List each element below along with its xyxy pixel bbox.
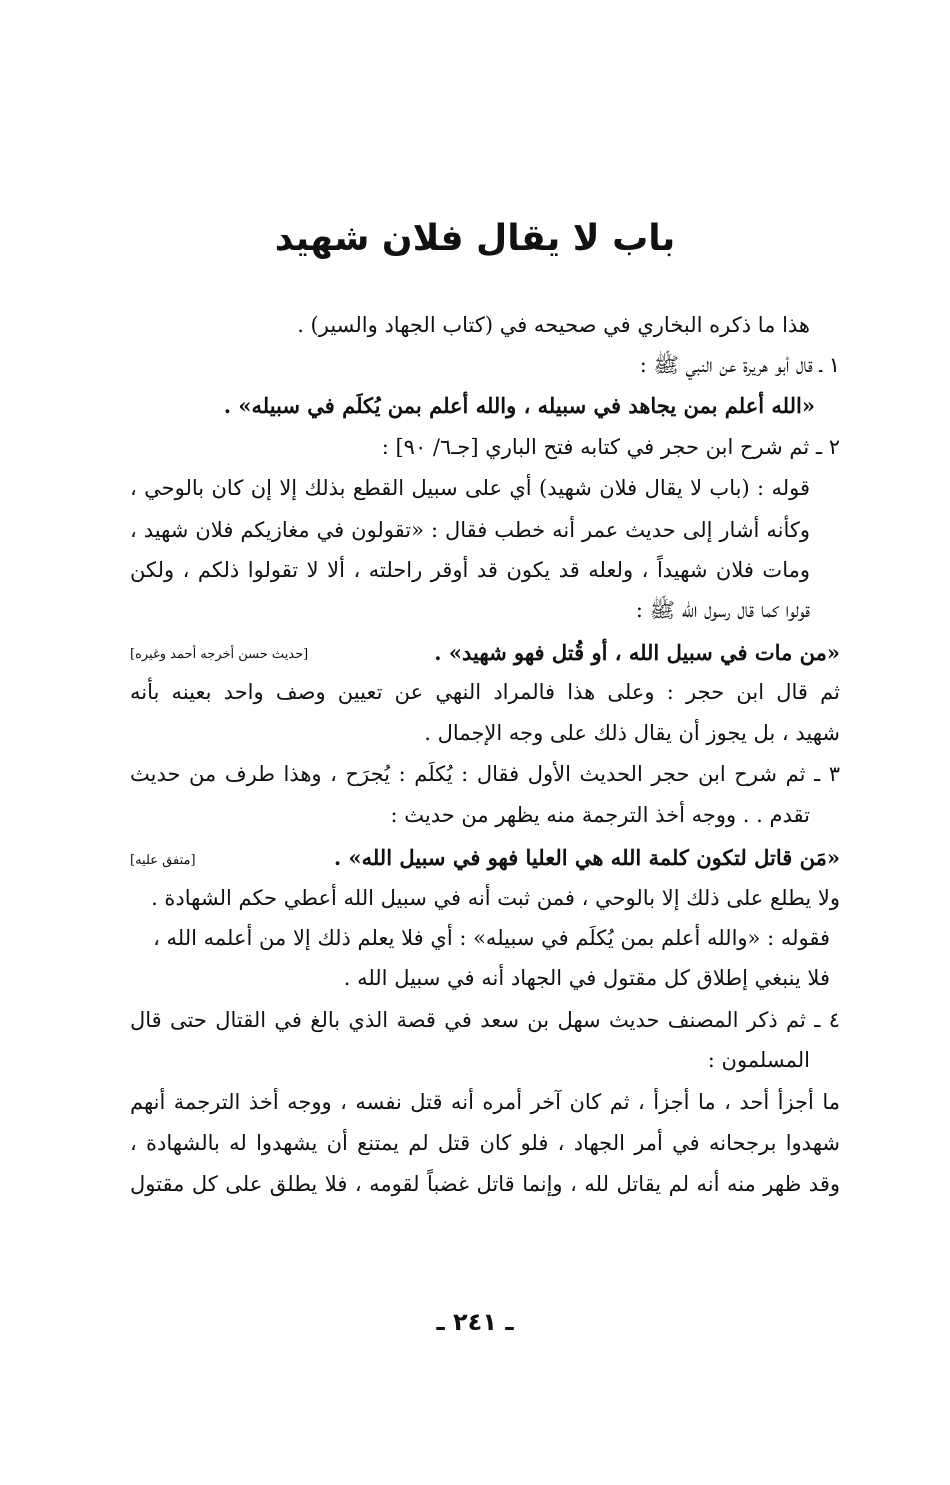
text-line: ٣ ـ ثم شرح ابن حجر الحديث الأول فقال : يُكلَم : يُجرَح ، وهذا طرف من حديث xyxy=(130,762,840,786)
text-line: شهدوا برجحانه في أمر الجهاد ، فلو كان قتل لم يمتنع أن يشهدوا له بالشهادة ، xyxy=(130,1131,840,1155)
text-line: ولا يطلع على ذلك إلا بالوحي ، فمن ثبت أنه في سبيل الله أعطي حكم الشهادة . xyxy=(151,886,840,910)
text-line: فلا ينبغي إطلاق كل مقتول في الجهاد أنه في سبيل الله . xyxy=(343,966,830,990)
text-line: ٢ ـ ثم شرح ابن حجر في كتابه فتح الباري [جـ٦/ ٩٠] : xyxy=(381,435,840,459)
citation-note: [متفق عليه] xyxy=(130,853,196,868)
page-number: ـ ٢٤١ ـ xyxy=(436,1308,514,1336)
text-line: قولوا كما قال رسول الله ﷺ : xyxy=(635,598,810,622)
text-line: ٤ ـ ثم ذكر المصنف حديث سهل بن سعد في قصة الذي بالغ في القتال حتى قال xyxy=(130,1008,840,1032)
text-line: وكأنه أشار إلى حديث عمر أنه خطب فقال : «تقولون في مغازيكم فلان شهيد ، xyxy=(130,518,810,542)
text-line: شهيد ، بل يجوز أن يقال ذلك على وجه الإجمال . xyxy=(424,721,840,745)
page-title: باب لا يقال فلان شهيد xyxy=(274,218,676,259)
text-line: ثم قال ابن حجر : وعلى هذا فالمراد النهي عن تعيين وصف واحد بعينه بأنه xyxy=(130,680,840,704)
quote-line: «الله أعلم بمن يجاهد في سبيله ، والله أعلم بمن يُكلَم في سبيله» . xyxy=(223,393,815,418)
citation-note: [حديث حسن أخرجه أحمد وغيره] xyxy=(130,647,309,662)
text-line: المسلمون : xyxy=(707,1048,810,1072)
text-line: تقدم . . ووجه أخذ الترجمة منه يظهر من حديث : xyxy=(390,803,810,827)
text-line: ١ ـ قال أبو هريرة عن النبي ﷺ : xyxy=(639,353,840,377)
text-line: هذا ما ذكره البخاري في صحيحه في (كتاب الجهاد والسير) . xyxy=(297,313,810,337)
text-line: وقد ظهر منه أنه لم يقاتل لله ، وإنما قاتل غضباً لقومه ، فلا يطلق على كل مقتول xyxy=(130,1172,840,1196)
text-line: فقوله : «والله أعلم بمن يُكلَم في سبيله» : أي فلا يعلم ذلك إلا من أعلمه الله ، xyxy=(153,926,830,950)
text-line: ما أجزأ أحد ، ما أجزأ ، ثم كان آخر أمره أنه قتل نفسه ، ووجه أخذ الترجمة أنهم xyxy=(130,1090,840,1114)
text-line: ومات فلان شهيداً ، ولعله قد يكون قد أوقر راحلته ، ألا لا تقولوا ذلكم ، ولكن xyxy=(130,558,810,582)
quote-line: «مَن قاتل لتكون كلمة الله هي العليا فهو في سبيل الله» . xyxy=(333,845,840,870)
text-line: قوله : (باب لا يقال فلان شهيد) أي على سبيل القطع بذلك إلا إن كان بالوحي ، xyxy=(130,476,810,500)
quote-line: «من مات في سبيل الله ، أو قُتل فهو شهيد» . xyxy=(434,640,840,665)
